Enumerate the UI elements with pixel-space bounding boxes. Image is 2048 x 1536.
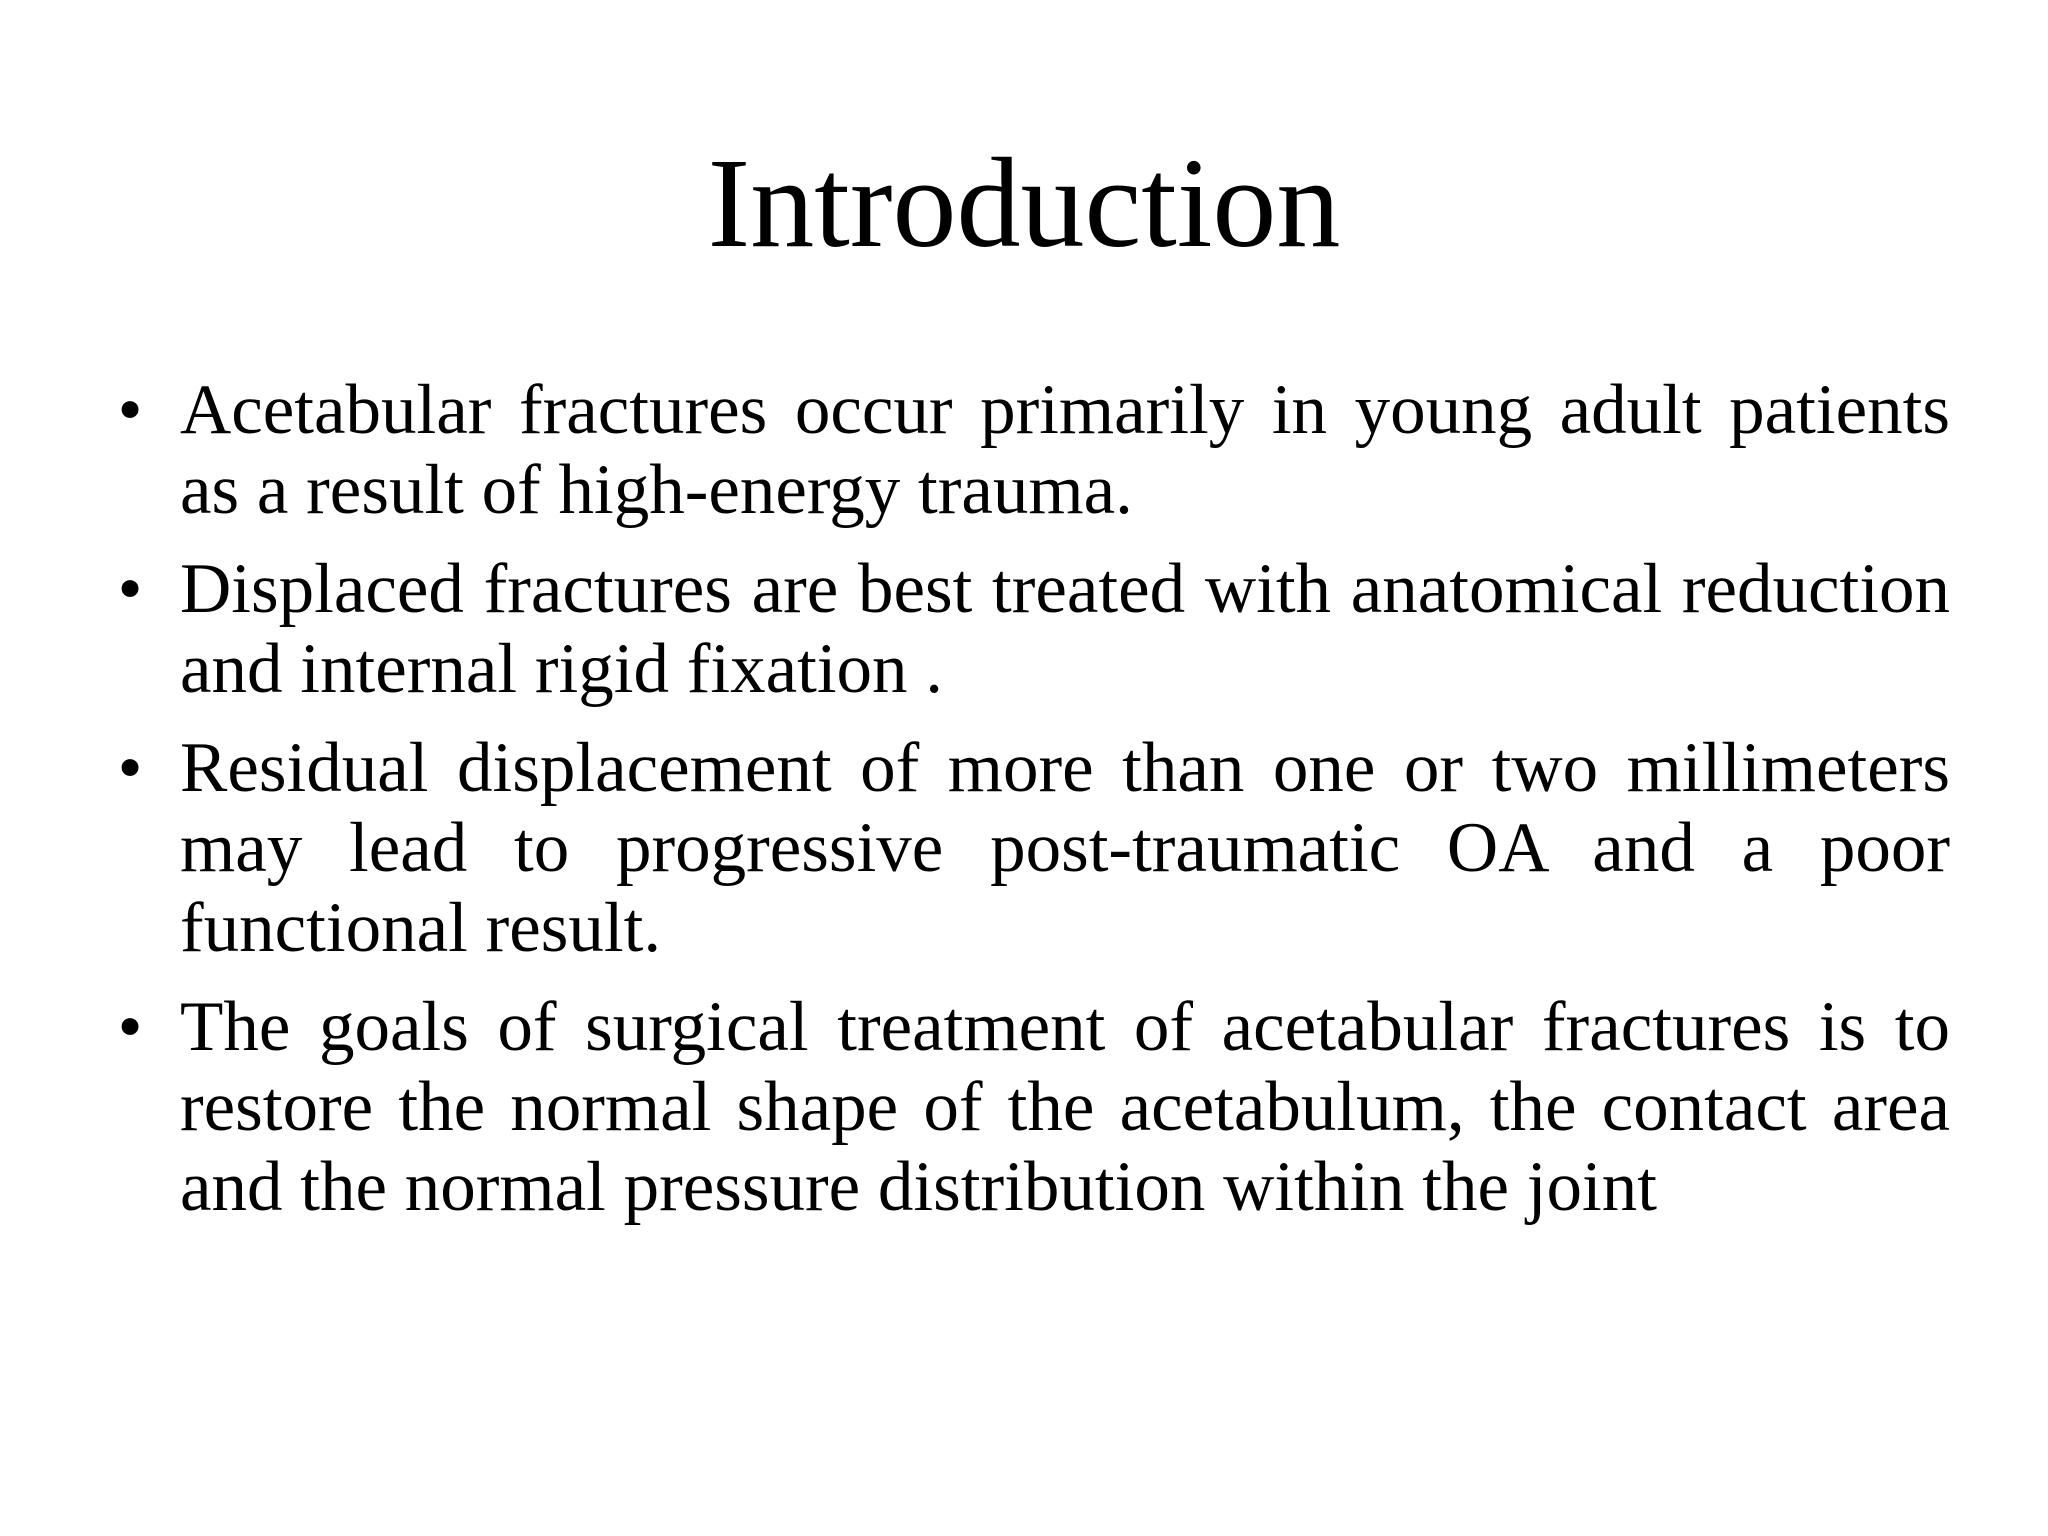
bullet-item <box>117 549 1950 709</box>
bullet-text: Displaced fractures are best treated with anatomical reduction and internal rigid fixation . <box>180 550 1950 708</box>
bullet-list <box>117 370 1950 1246</box>
bullet-marker: • <box>117 371 143 449</box>
bullet-item <box>117 728 1950 968</box>
bullet-marker: • <box>117 550 143 628</box>
bullet-text: The goals of surgical treatment of acetabular fractures is to restore the normal shape of the acetabulum, the contact area and the normal pressure distribution within the joint <box>180 988 1950 1226</box>
bullet-marker: • <box>117 988 143 1066</box>
bullet-text: Acetabular fractures occur primarily in young adult patients as a result of high-energy trauma. <box>180 371 1950 529</box>
bullet-text: Residual displacement of more than one or two millimeters may lead to progressive post-traumatic OA and a poor functional result. <box>180 729 1950 967</box>
slide-title: Introduction <box>707 132 1341 274</box>
bullet-marker: • <box>117 729 143 807</box>
bullet-item <box>117 370 1950 530</box>
bullet-item <box>117 987 1950 1227</box>
